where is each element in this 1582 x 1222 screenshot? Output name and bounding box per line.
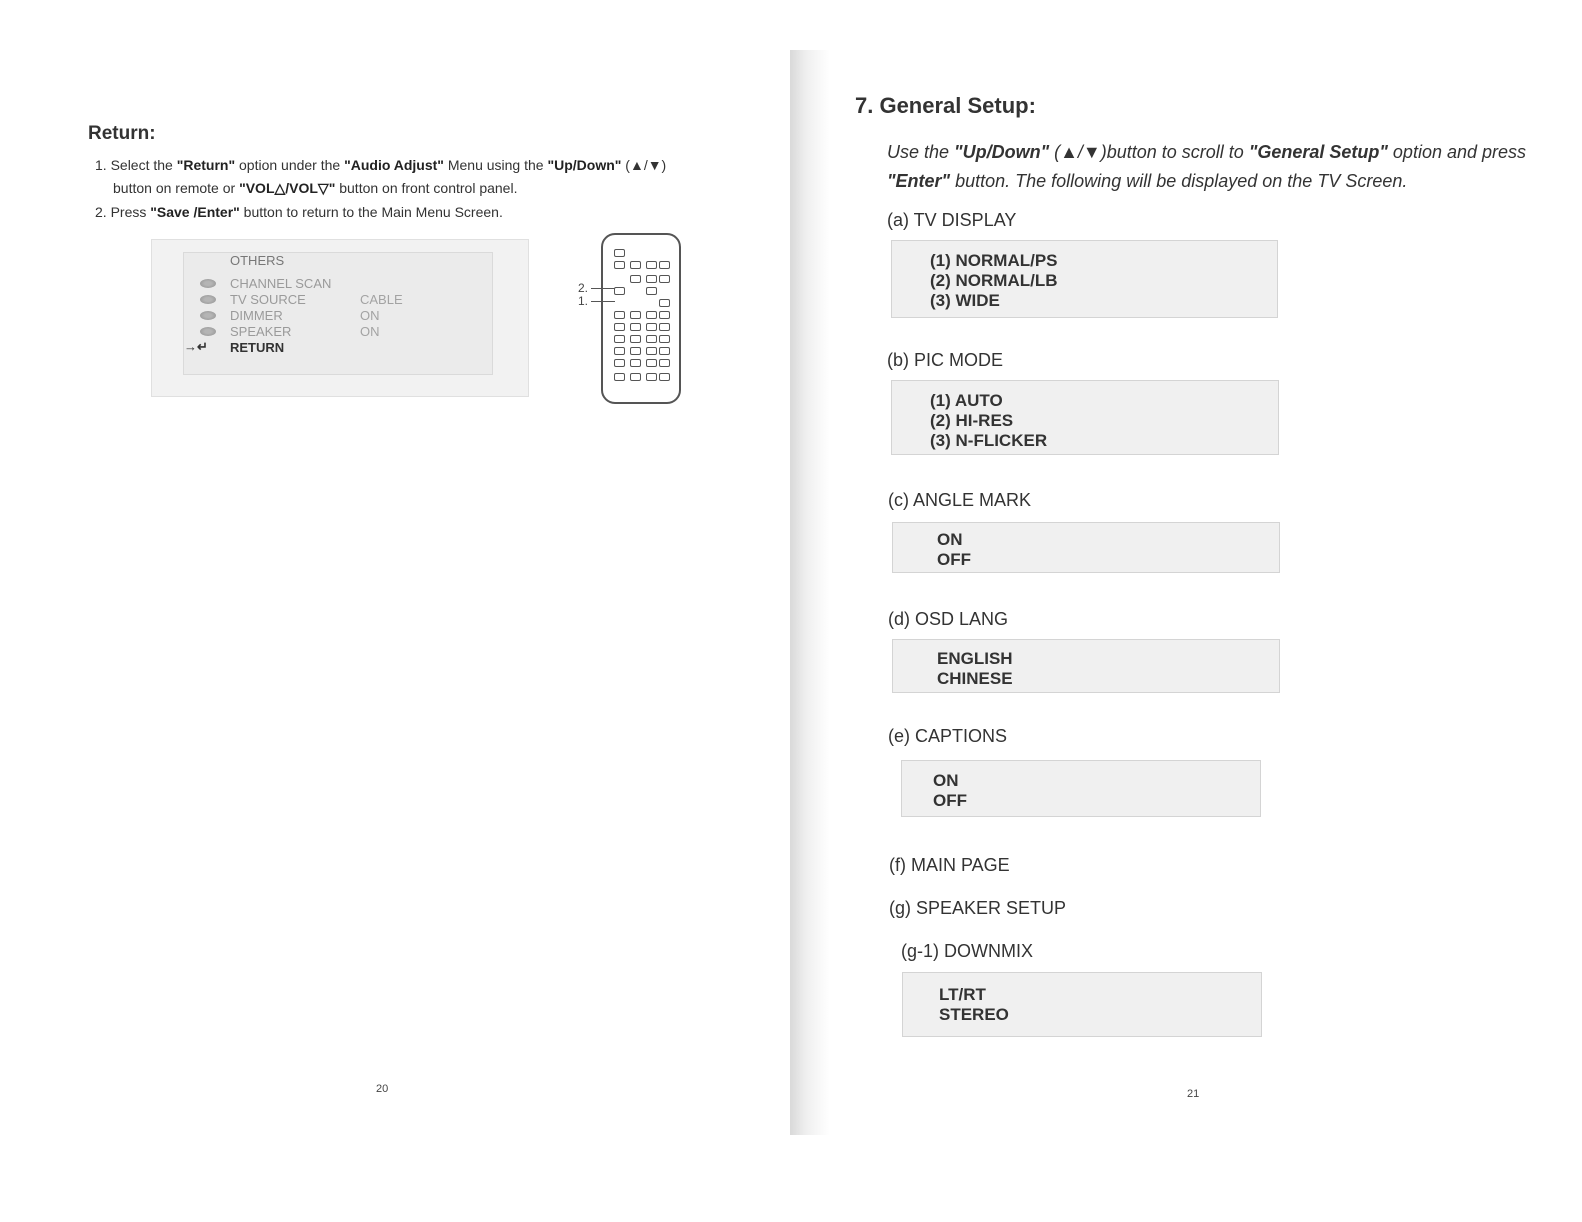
osd-row-channel-scan: CHANNEL SCAN (198, 276, 438, 292)
remote-callout-2: 2. (578, 281, 589, 295)
remote-control-illustration (601, 233, 681, 404)
tv-display-options-box (891, 240, 1278, 318)
remote-button (646, 261, 657, 269)
section-label-pic-mode: (b) PIC MODE (887, 350, 1004, 370)
remote-button (614, 311, 625, 319)
general-setup-intro: Use the "Up/Down" (▲/▼)button to scroll to "General Setup" option and press "Enter" button. The following will be displayed on the TV Screen. (887, 142, 1527, 191)
remote-button (646, 287, 657, 295)
page-number-left: 20 (376, 1083, 389, 1095)
remote-button (614, 373, 625, 381)
section-label-main-page: (f) MAIN PAGE (889, 855, 1010, 875)
osd-menu-heading: OTHERS (230, 253, 285, 268)
remote-button (630, 311, 641, 319)
remote-button (614, 287, 625, 295)
remote-button (646, 275, 657, 283)
remote-button (614, 347, 625, 355)
option-hi-res: (2) HI-RES (930, 411, 1014, 430)
remote-button (646, 359, 657, 367)
remote-button (630, 323, 641, 331)
remote-button (659, 373, 670, 381)
disc-icon (200, 311, 216, 320)
remote-button (630, 359, 641, 367)
disc-icon (200, 295, 216, 304)
remote-button (646, 323, 657, 331)
pic-mode-options-box (891, 380, 1279, 455)
option-n-flicker: (3) N-FLICKER (930, 431, 1048, 450)
remote-button (630, 347, 641, 355)
step-1-line-2: button on remote or "VOL△/VOL▽" button on front control panel. (113, 180, 518, 196)
option-auto: (1) AUTO (930, 391, 1003, 410)
option-off: OFF (933, 791, 967, 810)
section-label-downmix: (g-1) DOWNMIX (901, 941, 1033, 961)
angle-mark-options-box (892, 522, 1280, 573)
remote-button (630, 261, 641, 269)
remote-button (614, 359, 625, 367)
remote-button (614, 335, 625, 343)
callout-line (591, 301, 615, 302)
option-wide: (3) WIDE (930, 291, 1000, 310)
callout-line (591, 288, 615, 289)
osd-row-speaker: SPEAKER ON (198, 324, 438, 340)
option-on: ON (937, 530, 963, 549)
option-chinese: CHINESE (937, 669, 1013, 688)
downmix-options-box (902, 972, 1262, 1037)
remote-button (659, 359, 670, 367)
remote-button (646, 311, 657, 319)
section-label-angle-mark: (c) ANGLE MARK (888, 490, 1032, 510)
option-off: OFF (937, 550, 971, 569)
remote-button (630, 335, 641, 343)
remote-callout-1: 1. (578, 294, 589, 308)
step-1-line-1: 1. Select the "Return" option under the "Audio Adjust" Menu using the "Up/Down" (▲/▼) (95, 157, 667, 173)
remote-button (659, 311, 670, 319)
option-stereo: STEREO (939, 1005, 1009, 1024)
option-normal-ps: (1) NORMAL/PS (930, 251, 1058, 270)
remote-button (646, 335, 657, 343)
remote-button (630, 373, 641, 381)
osd-lang-options-box (892, 639, 1280, 693)
remote-button (646, 373, 657, 381)
remote-button (659, 347, 670, 355)
osd-row-tv-source: TV SOURCE CABLE (198, 292, 438, 308)
captions-options-box (901, 760, 1261, 817)
option-normal-lb: (2) NORMAL/LB (930, 271, 1058, 290)
return-arrow-icon: →↵ (184, 339, 208, 354)
remote-button (614, 249, 625, 257)
remote-button (646, 347, 657, 355)
section-label-osd-lang: (d) OSD LANG (888, 609, 1009, 629)
section-label-speaker-setup: (g) SPEAKER SETUP (889, 898, 1067, 918)
remote-button (614, 261, 625, 269)
section-label-tv-display: (a) TV DISPLAY (887, 210, 1017, 230)
remote-button (659, 261, 670, 269)
step-2: 2. Press "Save /Enter" button to return to the Main Menu Screen. (95, 204, 503, 220)
remote-button (614, 323, 625, 331)
option-english: ENGLISH (937, 649, 1013, 668)
section-label-captions: (e) CAPTIONS (888, 726, 1008, 746)
disc-icon (200, 327, 216, 336)
osd-row-return: →↵ RETURN (184, 339, 285, 355)
option-lt-rt: LT/RT (939, 985, 986, 1004)
remote-button (659, 335, 670, 343)
return-heading: Return: (88, 123, 156, 144)
general-setup-heading: 7. General Setup: (855, 93, 1036, 118)
remote-button (659, 299, 670, 307)
disc-icon (200, 279, 216, 288)
remote-button (659, 275, 670, 283)
remote-button (659, 323, 670, 331)
page-number-right: 21 (1187, 1088, 1200, 1100)
remote-button (630, 275, 641, 283)
option-on: ON (933, 771, 959, 790)
osd-row-dimmer: DIMMER ON (198, 308, 438, 324)
